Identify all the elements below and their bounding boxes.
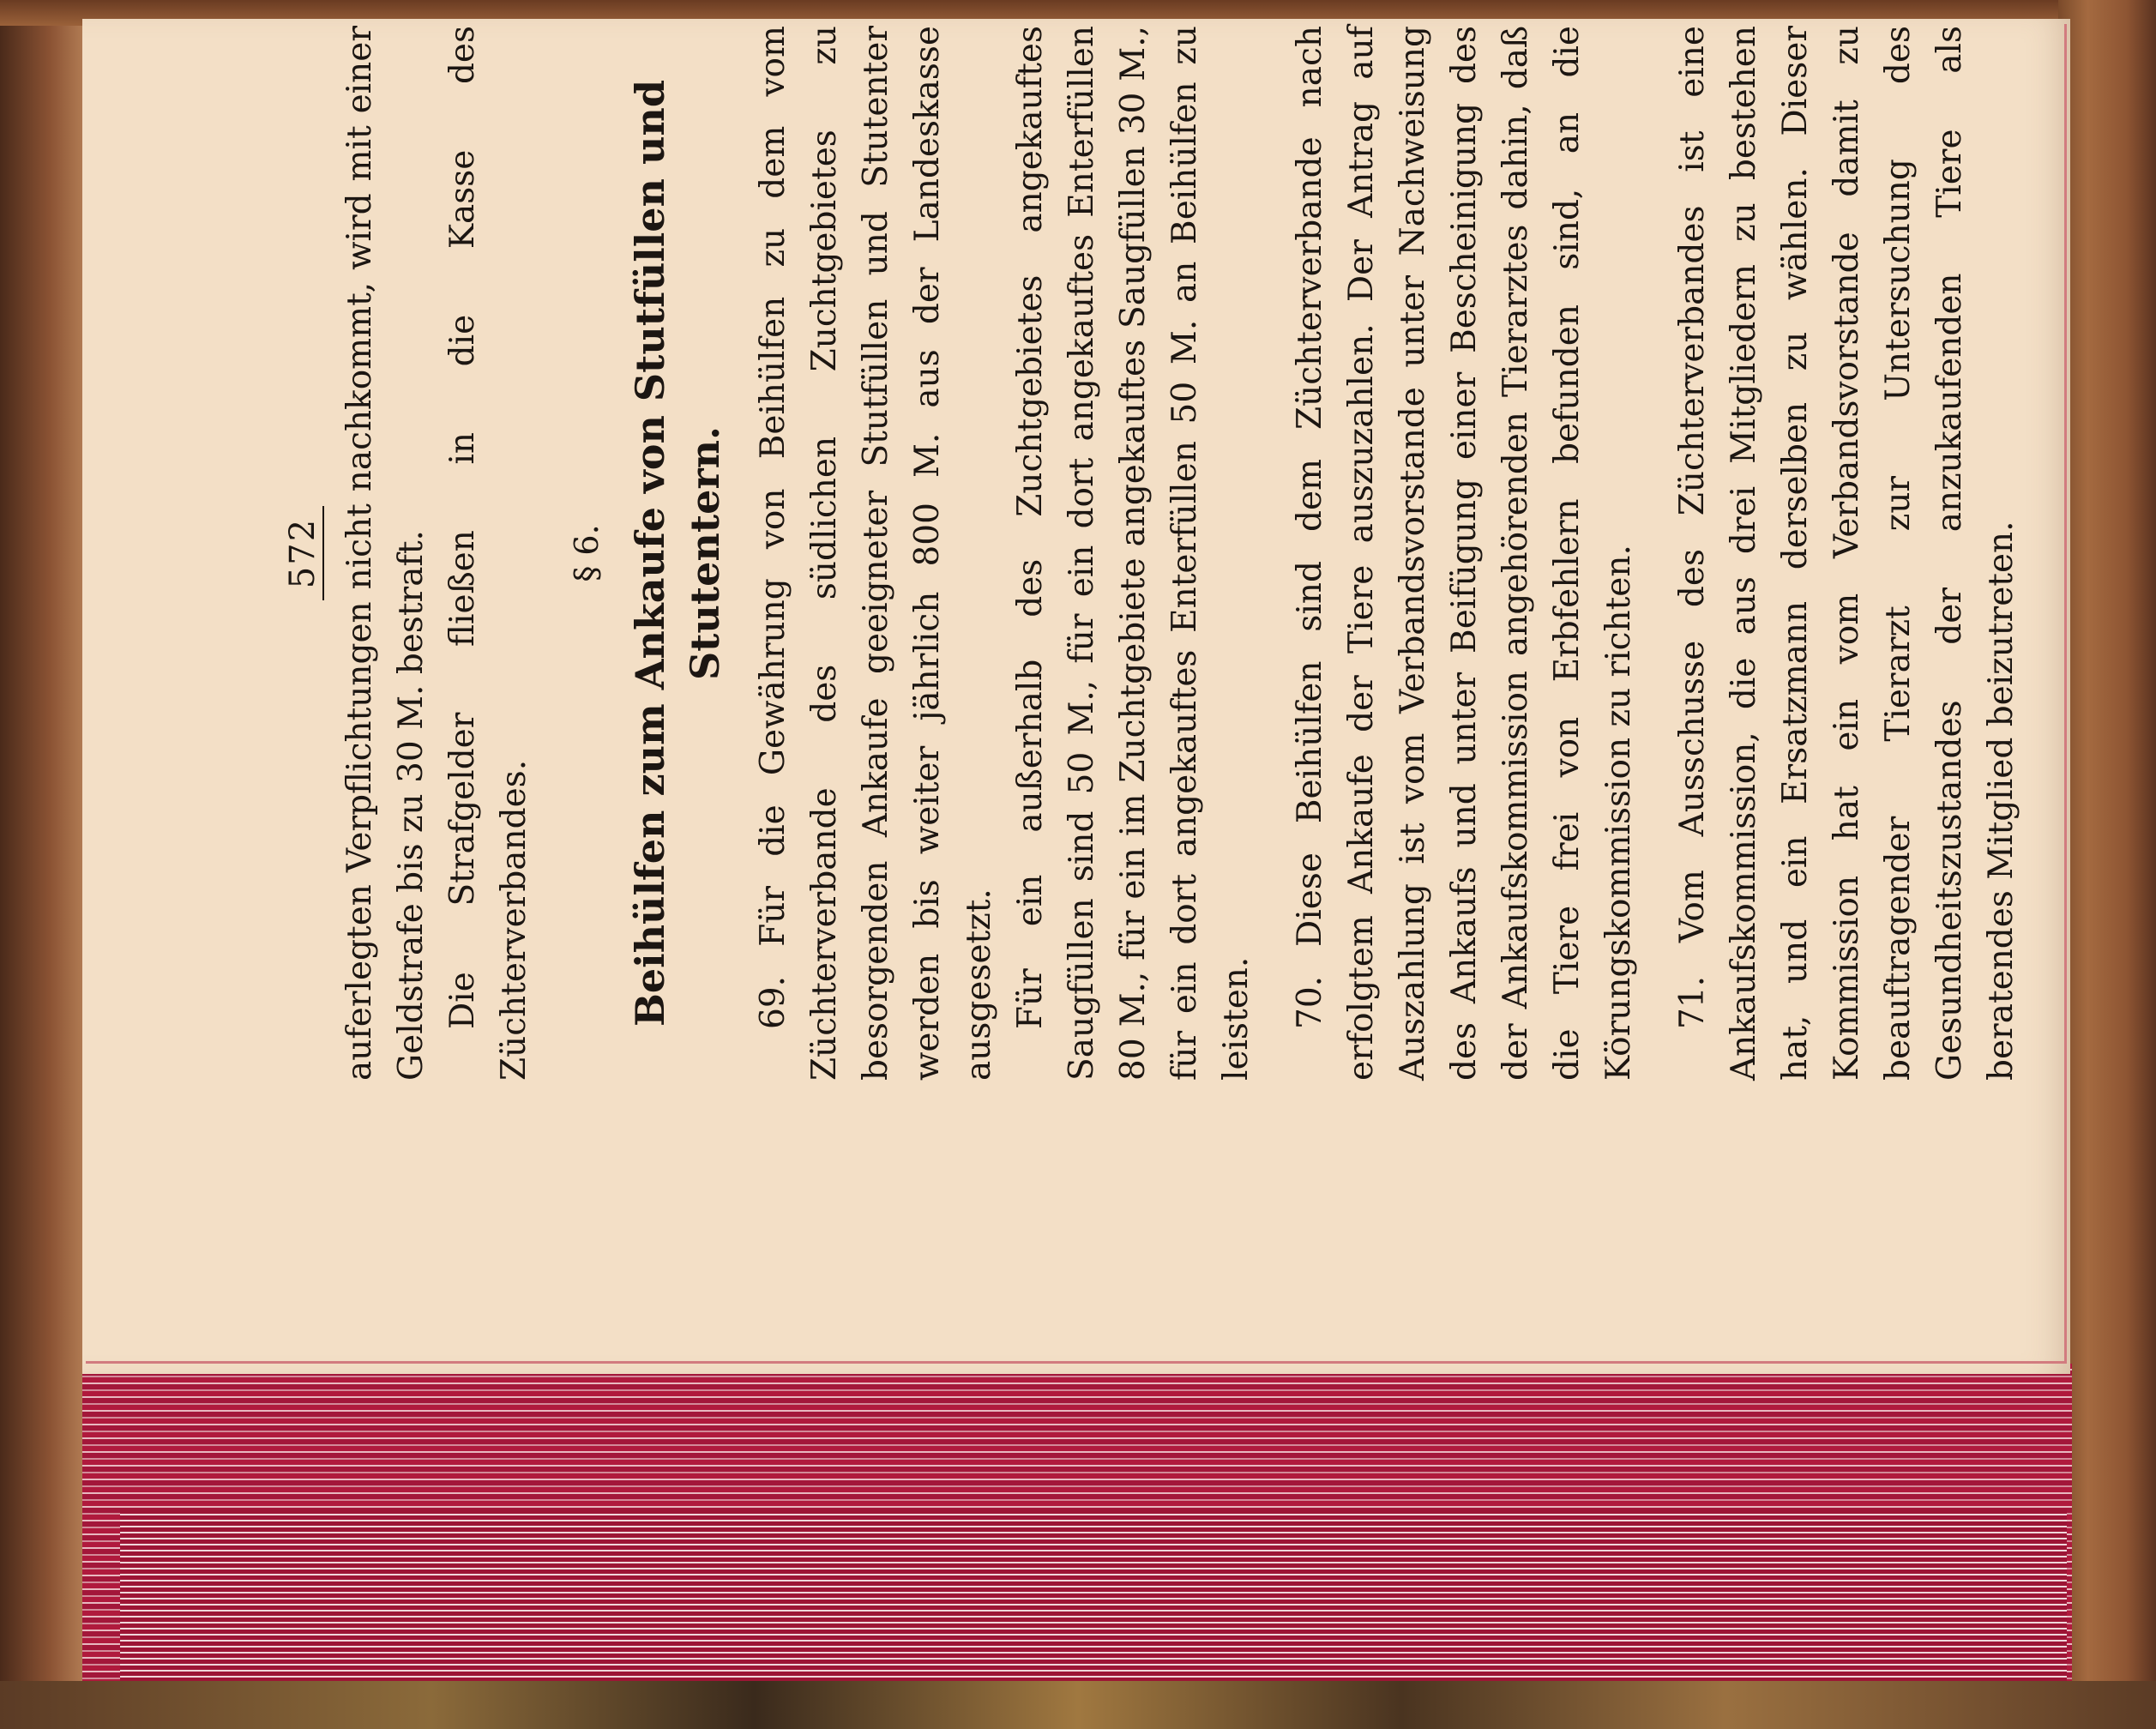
page-edges-red-lower	[120, 1509, 2067, 1690]
paragraph-beihuelfen-amounts: Für ein außerhalb des Zuchtgebietes angekauftes Saugfüllen sind 50 M., für ein dort angekauftes Enterfüllen 80 M., für ein im Zuchtgebiete angekauftes Saugfüllen 30 M., für ein dort angekauftes Enterfüllen 50 M. an Beihülfen zu leisten.	[1011, 26, 1256, 1081]
paragraph-70: 70. Diese Beihülfen sind dem Züchterverbande nach erfolgtem Ankaufe der Tiere auszuzahlen. Der Antrag auf Auszahlung ist vom Verbandsvorstande unter Nachweisung des Ankaufs und unter Beifügung einer Bescheinigung des der Ankaufskommission angehörenden Tierarztes dahin, daß die Tiere frei von Erbfehlern befunden sind, an die Körungskommission zu richten.	[1291, 26, 1638, 1081]
book-cover-right	[2058, 0, 2156, 1729]
rotated-page-content	[283, 26, 2020, 1081]
page-number: 572	[283, 517, 322, 589]
paragraph-69: 69. Für die Gewährung von Beihülfen zu dem vom Züchterverbande des südlichen Zuchtgebietes zu besorgenden Ankaufe geeigneter Stutfüllen und Stutenter werden bis weiter jährlich 800 M. aus der Landeskasse ausgesetzt.	[754, 26, 998, 1081]
paragraph-continued: auferlegten Verpflichtungen nicht nachkommt, wird mit einer Geldstrafe bis zu 30 M. bestraft.	[340, 26, 431, 1081]
paragraph-strafgelder: Die Strafgelder fließen in die Kasse des Züchterverbandes.	[443, 26, 533, 1081]
section-mark: § 6.	[568, 524, 605, 582]
book-cover-left	[0, 0, 82, 1729]
paragraph-71: 71. Vom Ausschusse des Züchterverbandes ist eine Ankaufskommission, die aus drei Mitgliedern zu bestehen hat, und ein Ersatzmann derselben zu wählen. Dieser Kommission hat ein vom Verbandsvorstande damit zu beauftragender Tierarzt zur Untersuchung des Gesundheitszustandes der anzukaufenden Tiere als beratendes Mitglied beizutreten.	[1673, 26, 2020, 1081]
page-body	[334, 26, 2027, 1081]
section-heading: Beihülfen zum Ankaufe von Stutfüllen und Stutentern.	[627, 79, 728, 1027]
header-rule	[322, 506, 324, 600]
marbled-cover-bottom	[0, 1681, 2156, 1729]
